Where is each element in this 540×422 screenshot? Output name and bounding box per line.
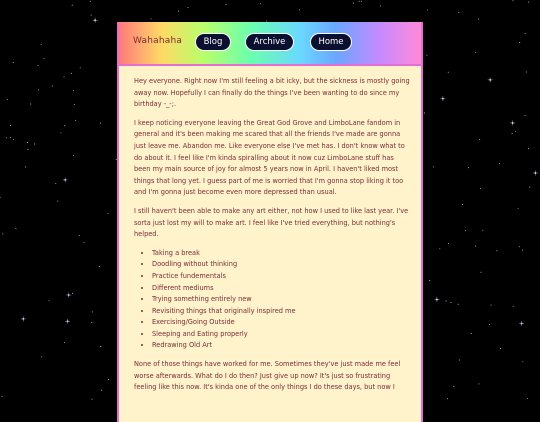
star <box>73 155 74 156</box>
star <box>519 42 520 43</box>
star <box>92 399 93 400</box>
list-item: • Different mediums <box>152 283 410 295</box>
star <box>522 361 523 362</box>
star <box>512 133 513 134</box>
star-sparkle <box>65 319 70 324</box>
star <box>73 90 74 91</box>
star-sparkle <box>66 293 71 298</box>
post-paragraph: Hey everyone. Right now I'm still feeling a bit icky, but the sickness is mostly going away now. Hopefully I can finally do the things I've been wanting to do since my birthday -_-;. <box>134 77 410 109</box>
star <box>518 208 519 209</box>
star <box>34 144 35 145</box>
star <box>465 230 466 231</box>
star <box>359 1 360 2</box>
list-item: • Practice fundementals <box>152 271 410 283</box>
star <box>30 104 31 105</box>
star-sparkle <box>93 18 98 23</box>
star <box>515 131 516 132</box>
star <box>458 304 459 305</box>
post-paragraph: I keep noticing everyone leaving the Great God Grove and LimboLane fandom in general and it's been making me scared that all the friends I've made are gonna just leave me. Abandon me. Like everyone else I've met has. I don't know what to do about it. I feel like I'm kinda spiralling about it now cuz LimboLane stuff has been my main source of joy for almost 5 years now in April. I haven't liked most things that long yet. I guess part of me is worried that I'm gonna stop liking it too and I'm gonna just become even more depressed than usual. <box>134 118 405 197</box>
star <box>13 62 14 63</box>
star <box>439 248 440 249</box>
star <box>489 324 490 325</box>
star <box>75 120 76 121</box>
star <box>74 104 75 105</box>
star <box>491 305 492 306</box>
star <box>446 301 447 302</box>
star <box>424 113 425 114</box>
star-sparkle <box>510 120 515 125</box>
art-attempts-list <box>134 248 410 352</box>
star <box>522 250 523 251</box>
blog-page <box>117 22 423 422</box>
star <box>91 15 92 16</box>
star <box>353 3 354 4</box>
star <box>499 163 500 164</box>
star <box>513 0 514 1</box>
star <box>526 72 527 73</box>
star <box>15 228 16 229</box>
star <box>38 65 39 66</box>
star <box>458 12 459 13</box>
star <box>478 19 479 20</box>
star <box>41 356 42 357</box>
star <box>64 342 65 343</box>
list-item: • Redrawing Old Art <box>152 340 410 352</box>
star <box>60 132 61 133</box>
star <box>361 1 362 2</box>
star <box>427 9 428 10</box>
star <box>519 246 520 247</box>
star <box>27 142 28 143</box>
star-sparkle <box>21 316 26 321</box>
star <box>527 398 528 399</box>
star <box>83 242 84 243</box>
star-sparkle <box>488 77 493 82</box>
star <box>453 386 454 387</box>
post-paragraph: None of those things have worked for me. Sometimes they've just made me feel worse afterwards. What do I do then? Just give up now? It's just so frustrating feeling like this now. It's kinda one of the only things I do these days, but now I <box>134 360 401 392</box>
header-bar <box>119 22 421 66</box>
star-sparkle <box>63 177 68 182</box>
list-item: • Trying something entirely new <box>152 294 410 306</box>
star <box>500 348 501 349</box>
star <box>433 166 434 167</box>
star <box>108 379 109 380</box>
star-sparkle <box>519 321 524 326</box>
star <box>299 9 300 10</box>
star <box>481 272 482 273</box>
list-item: • Revisiting things that originally inspired me <box>152 306 410 318</box>
star <box>448 243 449 244</box>
star <box>0 197 1 198</box>
star <box>468 167 469 168</box>
star <box>41 44 42 45</box>
star <box>475 246 476 247</box>
star <box>92 311 93 312</box>
star <box>496 250 497 251</box>
star <box>525 115 526 116</box>
star <box>478 383 479 384</box>
star <box>482 230 483 231</box>
nav-archive-button[interactable]: Archive <box>245 33 294 51</box>
star <box>525 33 526 34</box>
star <box>72 293 73 294</box>
star-sparkle <box>434 297 439 302</box>
star <box>71 73 72 74</box>
star <box>7 99 8 100</box>
star <box>49 300 50 301</box>
star <box>471 333 472 334</box>
list-item: • Taking a break <box>152 248 410 260</box>
star <box>99 266 100 267</box>
star <box>6 137 7 138</box>
site-title: Wahahaha <box>133 36 183 46</box>
star-sparkle <box>440 96 445 101</box>
star <box>55 183 56 184</box>
star <box>100 123 101 124</box>
star <box>13 139 14 140</box>
list-item: • Exercising/Going Outside <box>152 317 410 329</box>
star <box>462 204 463 205</box>
star <box>528 2 529 3</box>
star <box>25 167 26 168</box>
star <box>459 360 460 361</box>
star <box>528 148 529 149</box>
star <box>90 1 91 2</box>
star <box>100 346 101 347</box>
star <box>72 5 73 6</box>
star <box>260 3 261 4</box>
star <box>44 58 45 59</box>
star <box>38 89 39 90</box>
star <box>57 201 58 202</box>
star <box>64 125 65 126</box>
star <box>178 11 179 12</box>
star <box>91 322 92 323</box>
post-paragraph: I still haven't been able to make any art either, not how I used to like last year. I've sorta just lost my will to make art. I feel like I've tried everything, but nothing's helped. <box>134 206 409 239</box>
star <box>451 302 452 303</box>
star <box>447 398 448 399</box>
star <box>79 235 80 236</box>
star <box>80 67 81 68</box>
star <box>2 396 3 397</box>
star <box>380 5 381 6</box>
star <box>101 390 102 391</box>
star <box>2 233 3 234</box>
star <box>226 4 227 5</box>
star <box>52 86 53 87</box>
star <box>475 52 476 53</box>
star-sparkle <box>533 170 538 175</box>
star <box>429 280 430 281</box>
star <box>64 76 65 77</box>
star <box>27 149 28 150</box>
star <box>480 188 481 189</box>
star <box>513 306 514 307</box>
star <box>151 18 152 19</box>
star <box>10 125 11 126</box>
star <box>529 187 530 188</box>
post-content <box>134 76 410 401</box>
star <box>479 139 480 140</box>
star <box>426 55 427 56</box>
star <box>10 137 11 138</box>
star <box>188 7 189 8</box>
list-item: • Sleeping and Eating properly <box>152 329 410 341</box>
star <box>108 213 109 214</box>
nav-blog-button[interactable]: Blog <box>195 33 231 51</box>
nav-home-button[interactable]: Home <box>310 33 352 51</box>
star <box>448 72 449 73</box>
list-item: • Doodling without thinking <box>152 259 410 271</box>
